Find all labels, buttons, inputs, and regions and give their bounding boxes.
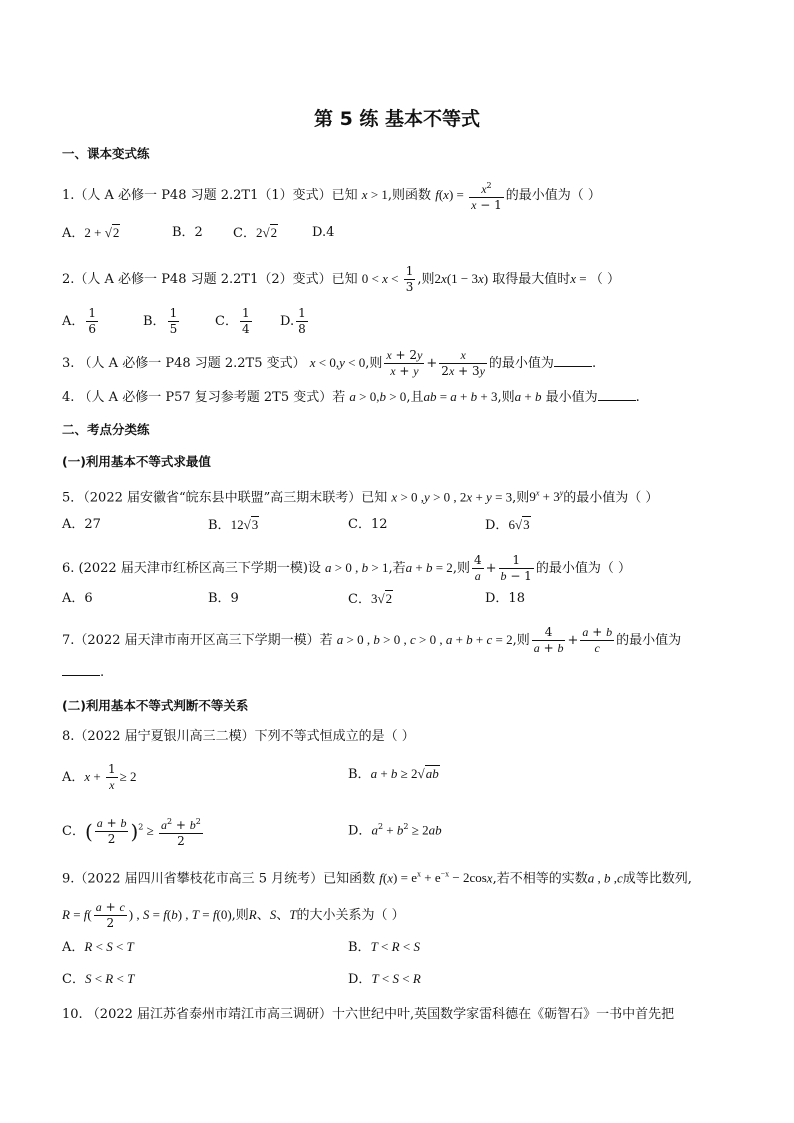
q8-option-a: A．x + $\frac{1}{x}$ ≥ 2 [62,762,137,792]
q2-option-d: D. $\frac{1}{8}$ [280,306,306,336]
q1-fraction: $\frac{x^2}{x - 1}$ [469,178,504,213]
question-5: 5．（2022 届安徽省“皖东县中联盟”高三期末联考）已知 x > 0 ,y > 0 , 2x + y = 3,则$9^x + 3^y$的最小值为（ ） [62,489,659,506]
section-heading-2: 二、考点分类练 [62,422,150,437]
subsection-heading-1: (一)利用基本不等式求最值 [62,454,211,469]
q7-answer-line: . [62,664,104,682]
q2-option-c: C． $\frac{1}{4}$ [215,306,250,336]
q5-option-c: C．12 [348,517,388,532]
q6-option-a: A．6 [62,591,93,606]
question-8: 8.（2022 届宁夏银川高三二模）下列不等式恒成立的是（ ） [62,729,415,744]
question-1: 1.（人 A 必修一 P48 习题 2.2T1（1）变式）已知 x > 1,则函数 f(x) = $\frac{x^2}{x - 1}$ 的最小值为（ ） [62,178,601,213]
q8-option-c: C．( $\frac{a + b}{2}$ )$^2$ ≥ $\frac{a^2 + b^2}{2}$ [62,816,201,848]
q5-option-d: D．6√3 [485,517,530,533]
q3-answer-blank[interactable] [554,355,592,367]
q9-option-b: B．T < R < S [348,939,420,955]
q5-option-b: B．12√3 [208,517,259,533]
question-3: 3. （人 A 必修一 P48 习题 2.2T5 变式） x < 0,y < 0,则 $\frac{x + 2y}{x + y}$ + $\frac{x}{2x + 3y}$ 的最小值为 . [62,348,597,378]
q1-option-d: D.4 [312,225,335,240]
q6-option-d: D．18 [485,591,525,606]
question-9-line-2: R = f( $\frac{a + c}{2}$ ) , S = f(b) , T = f(0),则R、S、T的大小关系为（ ） [62,900,405,930]
q2-option-a: A． $\frac{1}{6}$ [62,306,97,336]
q1-option-c: C．2√2 [233,225,278,241]
page-title: 第 5 练 基本不等式 [313,108,481,130]
q7-answer-blank[interactable] [62,664,100,676]
question-9: 9.（2022 届四川省攀枝花市高三 5 月统考）已知函数 $f(x) = e^x + e^{-x} - 2\cos x$,若不相等的实数a , b ,c成等比数列, [62,870,692,887]
q2-option-b: B． $\frac{1}{5}$ [143,306,178,336]
q6-option-c: C．3√2 [348,591,393,607]
q9-option-a: A．R < S < T [62,939,134,955]
subsection-heading-2: (二)利用基本不等式判断不等关系 [62,698,249,713]
q1-option-b: B．2 [172,225,203,240]
question-10: 10. （2022 届江苏省泰州市靖江市高三调研）十六世纪中叶,英国数学家雷科德在《砺智石》一书中首先把 [62,1007,675,1022]
question-6: 6. (2022 届天津市红桥区高三下学期一模)设 a > 0 , b > 1,若a + b = 2,则 $\frac{4}{a}$ + $\frac{1}{b - 1}$ 的最小值为（ ） [62,553,631,583]
q8-option-b: B．a + b ≥ 2√ab [348,766,439,782]
q5-option-a: A．27 [62,517,101,532]
section-heading-1: 一、课本变式练 [62,146,150,161]
q1-option-a: A．2 + √2 [62,225,120,241]
q8-option-d: D．$a^2 + b^2 \ge 2ab$ [348,822,442,839]
q9-option-c: C．S < R < T [62,971,135,987]
question-2: 2.（人 A 必修一 P48 习题 2.2T1（2）变式）已知 0 < x < $\frac{1}{3}$ ,则2x(1 − 3x) 取得最大值时x = （ ） [62,264,621,294]
question-4: 4. （人 A 必修一 P57 复习参考题 2T5 变式）若 a > 0,b > 0,且ab = a + b + 3,则a + b 最小值为 . [62,389,640,405]
q1-condition: x [361,187,368,202]
q6-option-b: B．9 [208,591,239,606]
q4-answer-blank[interactable] [598,389,636,401]
q9-option-d: D．T < S < R [348,971,421,987]
question-7: 7.（2022 届天津市南开区高三下学期一模）若 a > 0 , b > 0 , c > 0 , a + b + c = 2,则 $\frac{4}{a + b}$ + $\frac{a + b}{c}$ 的最小值为 [62,625,682,655]
